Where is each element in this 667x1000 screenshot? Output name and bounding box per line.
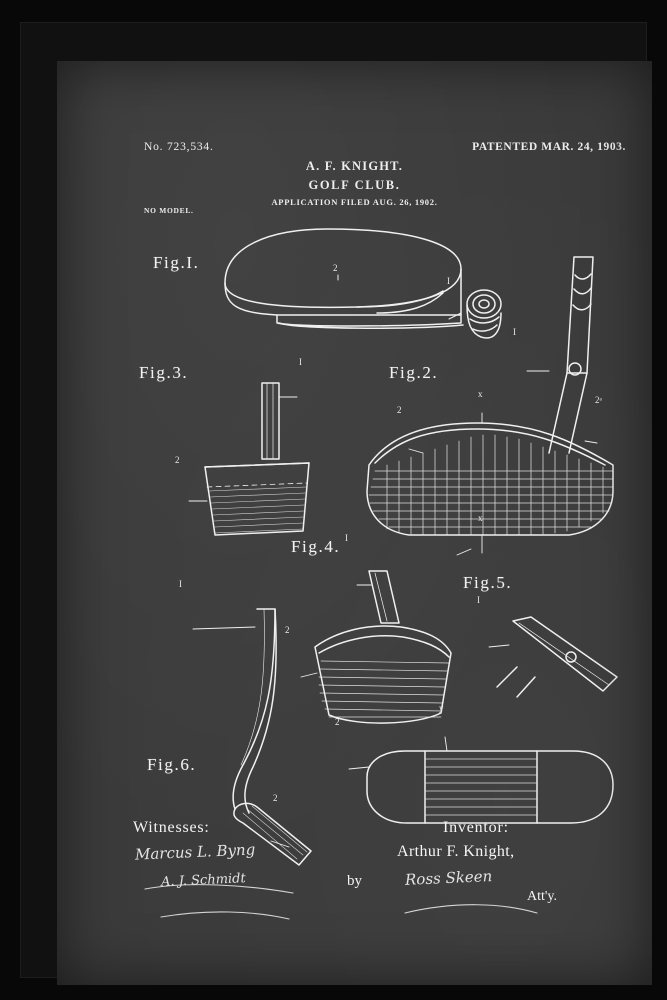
ref-fig2-x-bottom: x — [478, 513, 483, 523]
fig2-shaft-upper — [567, 257, 593, 373]
by-label: by — [347, 873, 362, 889]
witnesses-label: Witnesses: — [133, 819, 210, 836]
fig5-neck-left — [497, 667, 517, 687]
fig4-leader-2 — [301, 673, 317, 677]
witness2-stroke — [161, 912, 289, 919]
patent-title: GOLF CLUB. — [308, 178, 401, 192]
ref-fig2-2: 2 — [397, 405, 402, 415]
fig3-head-outline — [205, 463, 309, 535]
ref-fig4-2: 2 — [285, 625, 290, 635]
fig1-sole-edge — [277, 315, 461, 326]
fig3-hatch — [209, 487, 306, 533]
fig4-shaft-line — [375, 573, 387, 621]
fig6-leader-1 — [193, 627, 255, 629]
ref-fig1-1: I — [447, 276, 450, 286]
poster-mat — [20, 22, 647, 978]
fig1-label: Fig.I. — [153, 253, 200, 272]
fig1-hosel-top — [467, 290, 501, 318]
attorney-label: Att'y. — [527, 889, 558, 904]
ref-fig2-x-top: x — [478, 389, 483, 399]
inventor-label: Inventor: — [443, 819, 509, 836]
fig2-face-hatch — [369, 435, 613, 535]
fig5-head-outline — [367, 751, 613, 823]
patent-sheet — [57, 61, 652, 985]
model-note: NO MODEL. — [144, 206, 194, 215]
fig2-leader-2 — [409, 449, 423, 453]
fig2-shaft-grip2 — [574, 288, 591, 294]
fig1-face-crease — [357, 291, 443, 307]
ref-fig2-1: I — [513, 327, 516, 337]
inventor-signature: Arthur F. Knight, — [397, 843, 515, 860]
fig4-label: Fig.4. — [291, 537, 341, 556]
attorney-signature: Ross Skeen — [404, 867, 493, 889]
fig5-label: Fig.5. — [463, 573, 513, 592]
fig6-label: Fig.6. — [147, 755, 197, 774]
fig2-label: Fig.2. — [389, 363, 439, 382]
fig2-leader-bottom — [457, 549, 471, 555]
ref-fig6-2: 2 — [273, 793, 278, 803]
fig2-shaft-grip3 — [573, 304, 591, 310]
fig3-shaft — [262, 383, 279, 459]
fig1-leader-1 — [449, 313, 461, 319]
witness-2-signature: A. J. Schmidt — [160, 871, 247, 890]
fig1-hosel-bore — [473, 295, 495, 313]
fig5-shaft-line — [519, 623, 609, 685]
fig2-shaft-lower-right — [569, 373, 587, 453]
inventor-header: A. F. KNIGHT. — [305, 159, 404, 173]
fig5-leader-1 — [489, 645, 509, 647]
fig1-hosel-body — [467, 305, 501, 338]
fig4-shaft — [369, 571, 399, 623]
patent-number: No. 723,534. — [144, 141, 214, 153]
fig4-head-crown — [319, 636, 449, 657]
fig5-leader-2 — [349, 767, 369, 769]
ref-fig2-2a: 2ᵃ — [595, 395, 602, 405]
fig6-shaft-right — [245, 609, 276, 813]
fig2-shaft-grip1 — [575, 274, 591, 279]
ref-fig3-2: 2 — [175, 455, 180, 465]
fig3-label: Fig.3. — [139, 363, 189, 382]
ref-fig1-2: 2 — [333, 263, 338, 273]
fig1-head-outline — [225, 229, 461, 307]
fig6-shaft-left — [233, 609, 275, 809]
fig4-face-lines — [319, 661, 449, 717]
ref-fig3-1: I — [299, 357, 302, 367]
fig3-head-dashline — [207, 483, 307, 487]
application-line: APPLICATION FILED AUG. 26, 1902. — [271, 197, 438, 207]
fig5-neck-right — [517, 677, 535, 697]
ref-fig5-y: y — [439, 703, 444, 713]
ref-fig5-1: I — [477, 595, 480, 605]
fig3-head-top — [205, 463, 309, 467]
fig1-head-lower — [225, 269, 461, 315]
fig1-hosel-bore-inner — [479, 300, 489, 308]
fig5-face-lines — [426, 759, 536, 815]
fig4-head-outline — [315, 626, 451, 723]
fig1-hosel-shade1 — [473, 325, 497, 331]
fig5-leader-y — [445, 737, 447, 751]
fig2-leader-2a — [585, 441, 597, 443]
ref-fig5-2: 2 — [335, 717, 340, 727]
patent-date: PATENTED MAR. 24, 1903. — [472, 141, 626, 153]
attorney-stroke — [405, 905, 537, 913]
fig6-shaft-center — [241, 609, 264, 765]
ref-fig6-1: I — [179, 579, 182, 589]
witness-1-signature: Marcus L. Byng — [134, 840, 256, 864]
ref-fig4-1: I — [345, 533, 348, 543]
fig5-shaft-hole — [566, 652, 576, 662]
